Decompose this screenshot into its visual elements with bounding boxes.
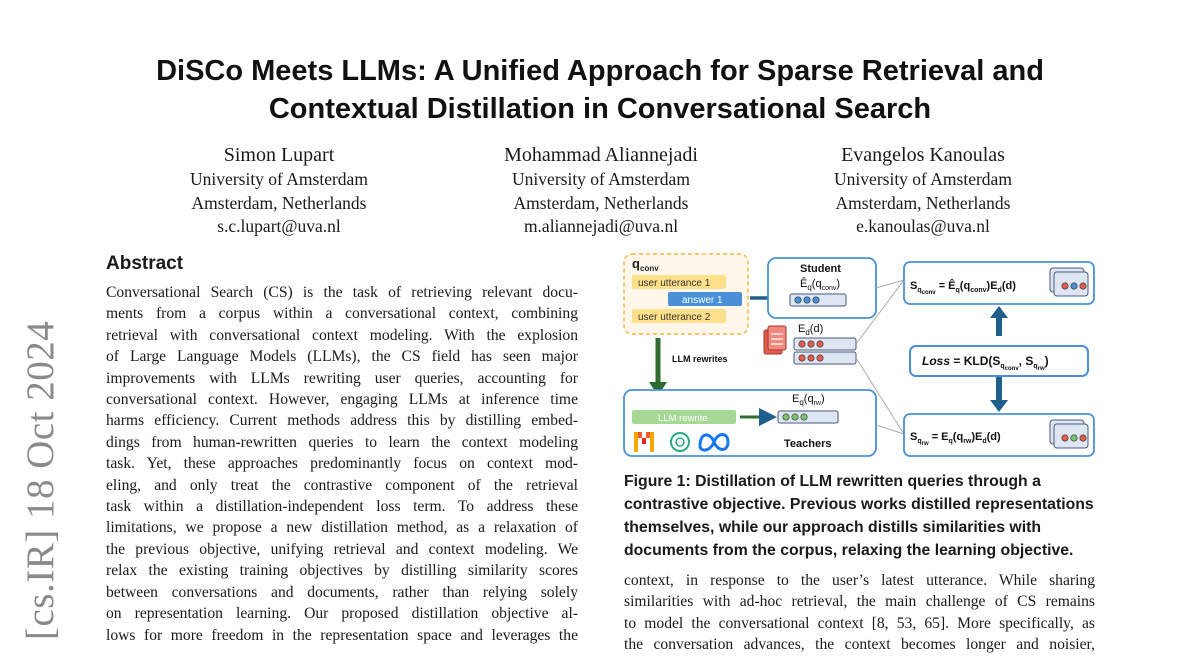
student-box (768, 258, 876, 318)
abstract-line: conversational context. However, engaging LLMs at inference time (106, 391, 578, 409)
body-line: the conversation advances, the context becomes longer and noisier, (624, 636, 1095, 654)
q-conv-label: q (632, 256, 640, 271)
figure-1-diagram (618, 250, 1100, 462)
teacher-encoder-label: $E_q(q_{rw})$ (792, 393, 825, 407)
title-line-2: Contextual Distillation in Conversational Search (268, 93, 932, 125)
teachers-box (624, 390, 876, 456)
abstract-body (106, 282, 578, 646)
author-affiliation: University of Amsterdam (190, 169, 368, 189)
conversation-box (624, 254, 748, 334)
teacher-similarity-box (904, 414, 1094, 456)
author-block-1 (129, 142, 429, 239)
abstract-line: limitations, we propose a new distillation method, as a relaxation of (106, 519, 578, 537)
document-encoder (764, 323, 856, 364)
llm-rewrites-label: LLM rewrites (672, 354, 728, 364)
right-column-body (624, 570, 1095, 656)
document-icon (764, 326, 786, 354)
abstract-line: improvements with LLMs rewriting user queries, accounting for (106, 369, 578, 387)
figure-caption: Figure 1: Distillation of LLM rewritten queries through a contrastive objective. Previous works distilled representations themselves, while our approach distills similarities with documents from the corpus, relaxing the learning objective. (624, 473, 1094, 559)
author-name: Simon Lupart (223, 144, 335, 166)
student-similarity-formula: $S_qconv$ = $Ê_q(q_{conv})E_d(d)$ (910, 280, 1016, 296)
author-block-2 (451, 142, 751, 239)
abstract-line: eling, and only treat the contrastive component of the retrieval (106, 476, 578, 494)
abstract-line: of Large Language Models (LLMs), the CS field has seen major (106, 348, 578, 366)
abstract-line: the previous objective, unifying retrieval and context modeling. We (106, 540, 578, 558)
author-block-3 (773, 142, 1073, 239)
answer-1: answer 1 (682, 295, 723, 306)
abstract-line: retrieval with conversational context modeling. With the explosion (106, 326, 578, 344)
abstract-line: between conversations and documents, rather than relying solely (106, 583, 578, 601)
author-email: s.c.lupart@uva.nl (217, 216, 341, 236)
user-utterance-2: user utterance 2 (638, 312, 711, 323)
teacher-similarity-formula: $S_qrw = E_q(q_{rw})E_d(d)$ (910, 431, 1001, 447)
loss-box (910, 346, 1088, 376)
llm-rewrite-box: LLM rewrite (658, 413, 708, 424)
title-line-1: DiSCo Meets LLMs: A Unified Approach for Sparse Retrieval and (156, 55, 1044, 87)
abstract-line: task within a distillation-independent loss term. To address these (106, 498, 578, 516)
abstract-line: harms efficiency. Current methods address this by distilling embed- (106, 412, 578, 430)
author-location: Amsterdam, Netherlands (191, 192, 367, 213)
author-affiliation: University of Amsterdam (834, 169, 1012, 189)
arxiv-stamp: [cs.IR] 18 Oct 2024 (19, 320, 62, 640)
author-location: Amsterdam, Netherlands (835, 192, 1011, 213)
body-line: context, in response to the user’s latest utterance. While sharing (624, 572, 1095, 589)
kld-word: KLD (963, 354, 989, 368)
student-similarity-box (904, 262, 1094, 304)
paper-title (0, 52, 1200, 128)
abstract-line: relax the existing training objectives by distilling similarity scores (106, 562, 578, 580)
user-utterance-1: user utterance 1 (638, 278, 711, 289)
student-encoder-label: $Ê_q(q_{conv})$ (800, 278, 841, 292)
abstract-line: Conversational Search (CS) is the task of retrieving relevant docu- (106, 284, 578, 301)
author-name: Evangelos Kanoulas (841, 144, 1005, 166)
abstract-line: ments from a corpus within a conversational context, combining (106, 305, 578, 323)
student-label: Student (800, 263, 841, 275)
author-email: e.kanoulas@uva.nl (856, 216, 990, 236)
abstract-line: task. Yet, these approaches predominantly focus on context mod- (106, 455, 578, 473)
loss-word: Loss (922, 354, 951, 368)
abstract-heading: Abstract (106, 253, 184, 274)
loss-formula: Loss = $KLD(S_qconv$, $S_qrw$) (922, 354, 1049, 372)
doc-encoder-label: $E_d(d)$ (798, 323, 824, 337)
abstract-line: on representation learning. Our proposed distillation objective al- (106, 605, 578, 623)
author-affiliation: University of Amsterdam (512, 169, 690, 189)
author-email: m.aliannejadi@uva.nl (523, 216, 679, 236)
q-conv-subscript: conv (640, 264, 659, 273)
abstract-line: dings from human-rewritten queries to learn the context modeling (106, 433, 578, 451)
abstract-line: lows for more freedom in the representation space and leverages the (106, 626, 578, 644)
teachers-label: Teachers (784, 438, 832, 450)
author-location: Amsterdam, Netherlands (513, 192, 689, 213)
body-line: to model the conversational context [8, 53, 65]. More specifically, as (624, 614, 1095, 632)
body-line: similarities with ad-hoc retrieval, the main challenge of CS remains (624, 593, 1095, 611)
author-name: Mohammad Aliannejadi (504, 144, 698, 166)
